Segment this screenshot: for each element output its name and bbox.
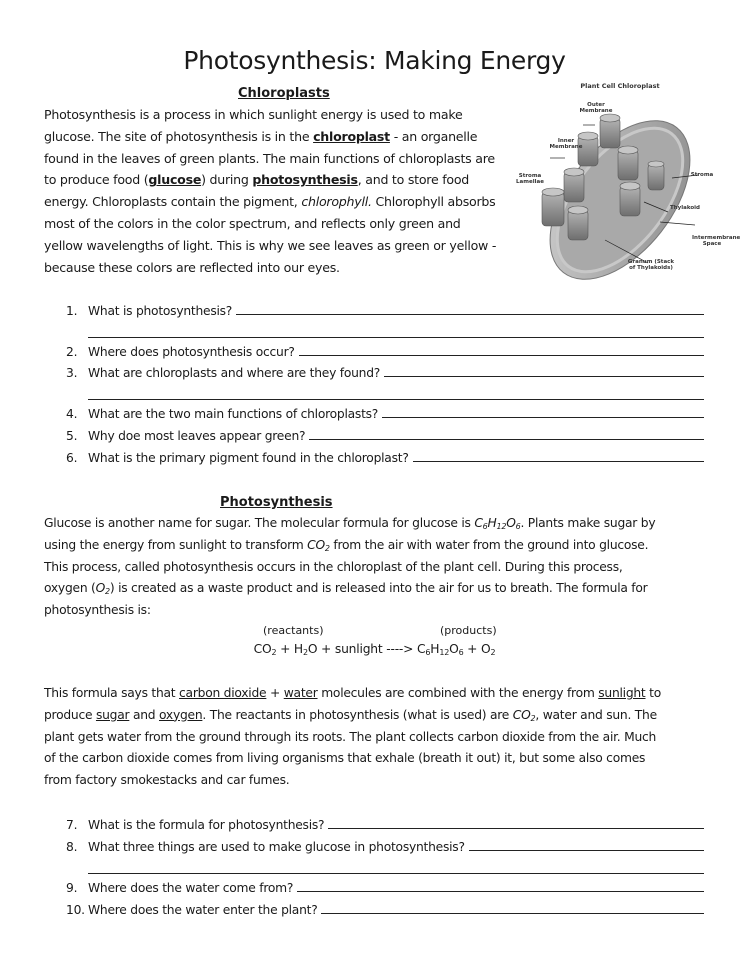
question-1: 1. What is photosynthesis?	[66, 300, 704, 318]
answer-blank-1b[interactable]	[88, 337, 704, 338]
para-line: glucose. The site of photosynthesis is in the chloroplast - an organelle	[44, 128, 478, 144]
answer-blank-9[interactable]	[297, 891, 704, 892]
para-line: energy. Chloroplasts contain the pigment, chlorophyll. Chlorophyll absorbs	[44, 194, 496, 210]
para-line: yellow wavelengths of light. This is why we see leaves as green or yellow -	[44, 237, 497, 253]
question-7: 7. What is the formula for photosynthesis?	[66, 814, 704, 832]
term-photosynthesis: photosynthesis	[252, 172, 358, 188]
term-glucose: glucose	[148, 172, 202, 188]
questions-group-1	[66, 300, 704, 465]
term-water: water	[283, 686, 318, 700]
para-line: to produce food (glucose) during photosynthesis, and to store food	[44, 172, 470, 188]
label-outer-membrane: Outer Membrane	[579, 102, 613, 114]
question-2: 2. Where does photosynthesis occur?	[66, 341, 704, 359]
para-line: because these colors are reflected into our eyes.	[44, 259, 340, 275]
section-heading-photosynthesis: Photosynthesis	[220, 495, 333, 510]
reactants-label: (reactants)	[263, 624, 324, 637]
label-granum: Granum (Stack of Thylakoids)	[627, 259, 675, 271]
question-8: 8. What three things are used to make glucose in photosynthesis?	[66, 836, 704, 854]
term-oxygen: oxygen	[159, 707, 203, 722]
questions-group-2	[66, 814, 704, 917]
answer-blank-3[interactable]	[384, 376, 704, 377]
answer-blank-8[interactable]	[469, 850, 704, 851]
question-4: 4. What are the two main functions of chloroplasts?	[66, 403, 704, 421]
formula-co2: $CO_2$	[307, 537, 330, 553]
diagram-title: Plant Cell Chloroplast	[580, 82, 660, 90]
chloroplasts-paragraph	[44, 104, 496, 278]
label-stroma-lamellae: Stroma Lamellae	[516, 173, 544, 185]
answer-blank-10[interactable]	[321, 913, 704, 914]
answer-blank-8b[interactable]	[88, 873, 704, 874]
question-9: 9. Where does the water come from?	[66, 877, 704, 895]
label-intermembrane-space: Intermembrane Space	[692, 235, 741, 247]
answer-blank-3b[interactable]	[88, 399, 704, 400]
formula-explanation-paragraph: This formula says that carbon dioxide + water molecules are combined with the energy from sunlight to produce sugar and oxygen. The reactants in photosynthesis (what is used) are $CO_2$, water and sun. The plant gets water from the ground through its roots. The plant collects carbon dioxide from the air. Much of the carbon dioxide comes from living organisms that exhale (breath it out) it, but some also comes from factory smokestacks and car fumes.	[44, 686, 662, 788]
formula-o2: $O_2$	[95, 581, 110, 597]
answer-blank-1[interactable]	[236, 314, 704, 315]
term-sunlight: sunlight	[598, 686, 646, 700]
term-chlorophyll: chlorophyll.	[301, 194, 372, 210]
formula-glucose: $C_6H_{12}O_6$	[474, 516, 521, 531]
term-carbon-dioxide: carbon dioxide	[179, 686, 267, 700]
question-10: 10. Where does the water enter the plant?	[66, 899, 704, 917]
question-6: 6. What is the primary pigment found in the chloroplast?	[66, 447, 704, 465]
answer-blank-5[interactable]	[309, 439, 704, 440]
label-stroma: Stroma	[690, 172, 714, 178]
para-line: Photosynthesis is a process in which sunlight energy is used to make	[44, 107, 463, 122]
answer-blank-6[interactable]	[413, 461, 704, 462]
section-heading-chloroplasts: Chloroplasts	[238, 86, 330, 101]
label-inner-membrane: Inner Membrane	[549, 138, 583, 150]
answer-blank-7[interactable]	[328, 828, 704, 829]
photosynthesis-paragraph: Glucose is another name for sugar. The molecular formula for glucose is $C_6H_{12}O_6$. Plants make sugar by using the energy from sunlight to transform $CO_2$ from the air with water from the ground into glucose. This process, called photosynthesis occurs in the chloroplast of the plant cell. During this process, oxygen $(O_2)$ is created as a waste product and is released into the air for us to breath. The formula for photosynthesis is:	[44, 516, 656, 618]
answer-blank-4[interactable]	[382, 417, 704, 418]
question-5: 5. Why doe most leaves appear green?	[66, 425, 704, 443]
products-label: (products)	[440, 624, 497, 637]
question-3: 3. What are chloroplasts and where are they found?	[66, 362, 704, 380]
term-sugar: sugar	[95, 707, 130, 722]
answer-blank-2[interactable]	[299, 355, 704, 356]
chloroplast-illustration	[520, 80, 746, 280]
page-title: Photosynthesis: Making Energy	[183, 46, 566, 75]
para-line: found in the leaves of green plants. The main functions of chloroplasts are	[44, 150, 495, 166]
photosynthesis-equation: $CO_2 + H_2O$ + sunlight ----> $C_6H_{12}O_6 + O_2$	[253, 642, 496, 657]
chloroplast-diagram	[516, 80, 746, 280]
label-thylakoid: Thylakoid	[670, 205, 700, 211]
para-line: most of the colors in the color spectrum, and reflects only green and	[44, 215, 461, 231]
term-chloroplast: chloroplast	[313, 128, 390, 144]
